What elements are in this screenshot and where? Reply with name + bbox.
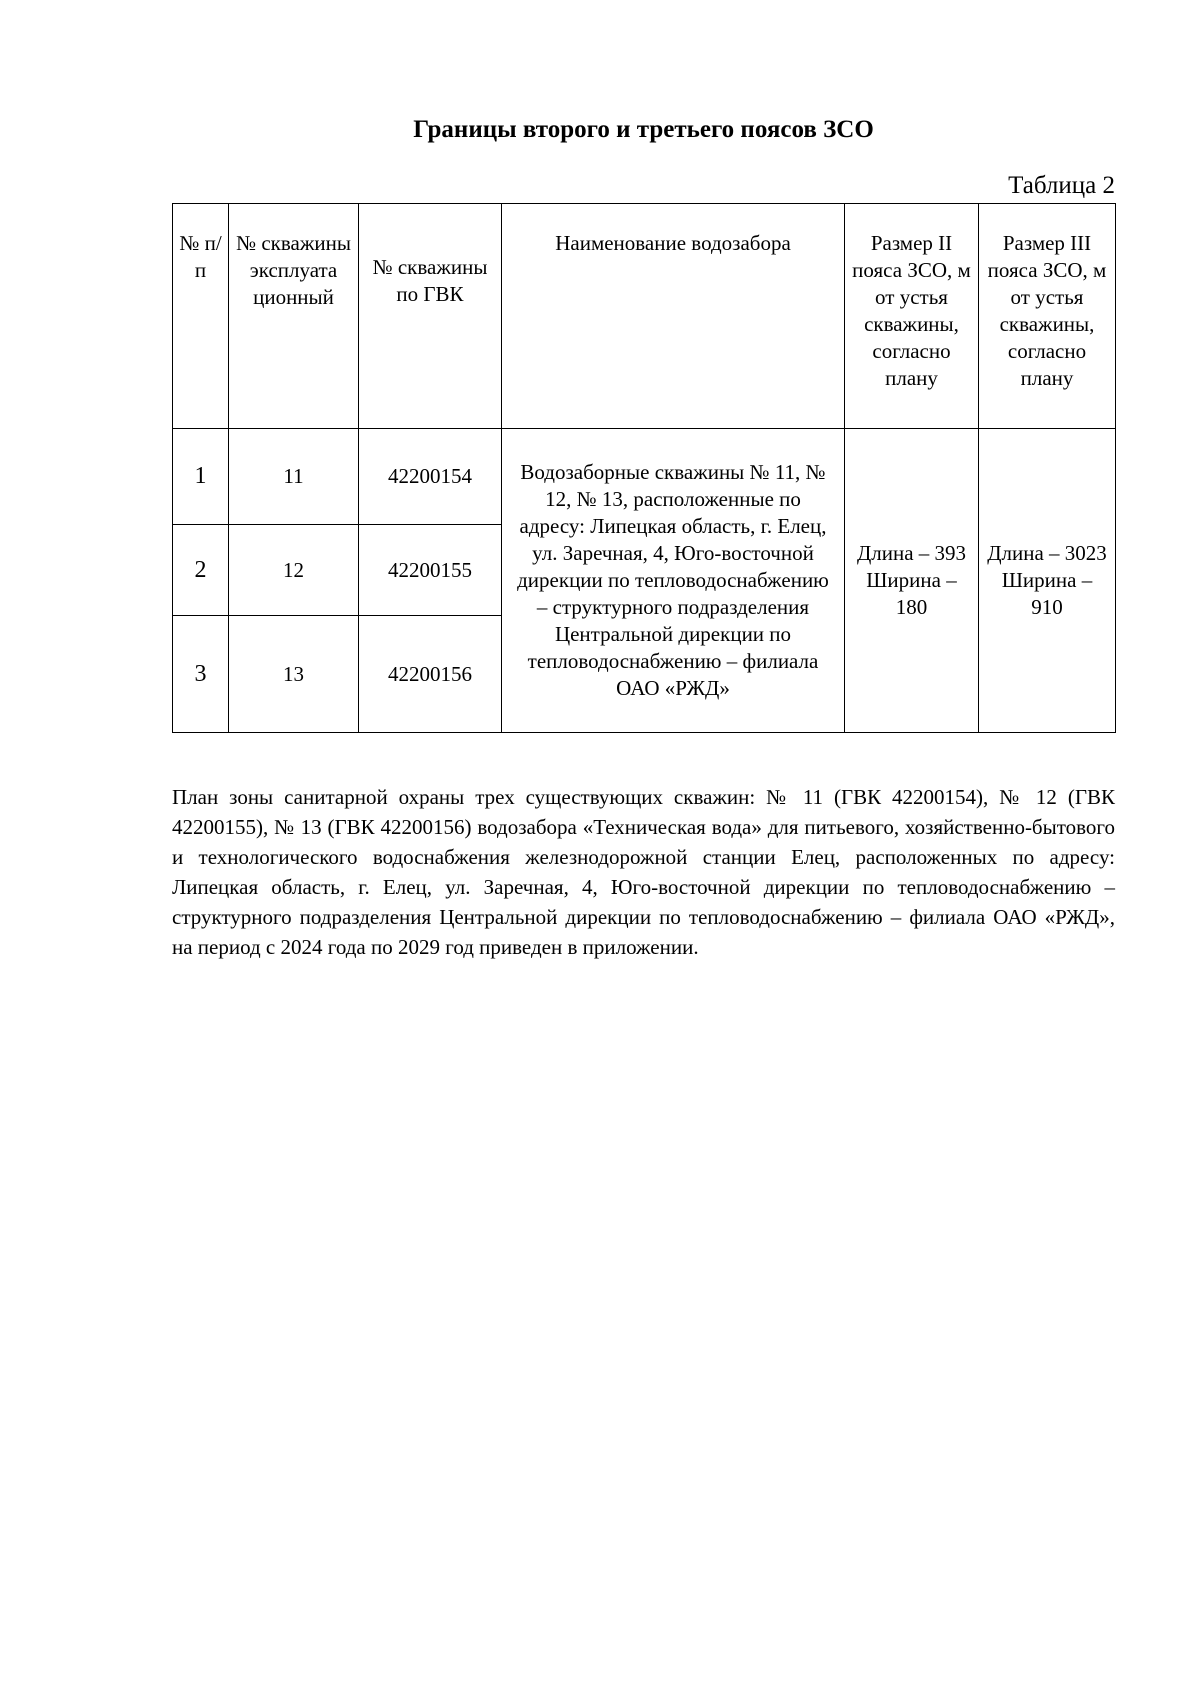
body-paragraph: План зоны санитарной охраны трех существующих скважин: № 11 (ГВК 42200154), № 12 (ГВК 42200155), № 13 (ГВК 42200156) водозабора «Техническая вода» для питьевого, хозяйственно-бытового и технологического водоснабжения железнодорожной станции Елец, расположенных по адресу: Липецкая область, г. Елец, ул. Заречная, 4, Юго-восточной дирекции по тепловодоснабжению – структурного подразделения Центральной дирекции по тепловодоснабжению – филиала ОАО «РЖД», на период с 2024 года по 2029 год приведен в приложении. [172, 785, 1115, 959]
table-label: Таблица 2 [1008, 172, 1115, 199]
cell-num: 1 [173, 429, 229, 525]
zso-table [172, 203, 1116, 733]
cell-well-gvk: 42200155 [359, 525, 502, 616]
header-num: № п/п [173, 204, 229, 429]
header-zone2: Размер II пояса ЗСО, м от устья скважины, согласно плану [845, 204, 979, 429]
cell-well-exp: 13 [229, 616, 359, 733]
cell-well-gvk: 42200156 [359, 616, 502, 733]
cell-zone2-size: Длина – 393 Ширина – 180 [845, 429, 979, 733]
cell-well-exp: 12 [229, 525, 359, 616]
header-zone3: Размер III пояса ЗСО, м от устья скважины, согласно плану [979, 204, 1116, 429]
cell-zone3-size: Длина – 3023 Ширина – 910 [979, 429, 1116, 733]
cell-well-exp: 11 [229, 429, 359, 525]
cell-num: 3 [173, 616, 229, 733]
header-well-gvk: № скважины по ГВК [359, 204, 502, 429]
document-title: Границы второго и третьего поясов ЗСО [413, 116, 874, 143]
cell-well-gvk: 42200154 [359, 429, 502, 525]
cell-num: 2 [173, 525, 229, 616]
table-header-row [173, 204, 1116, 429]
table-row [173, 429, 1116, 525]
header-well-exp: № скважины эксплуата ционный [229, 204, 359, 429]
header-intake-name: Наименование водозабора [502, 204, 845, 429]
cell-intake-name: Водозаборные скважины № 11, № 12, № 13, расположенные по адресу: Липецкая область, г. Елец, ул. Заречная, 4, Юго-восточной дирекции по тепловодоснабжению – структурного подразделения Центральной дирекции по тепловодоснабжению – филиала ОАО «РЖД» [502, 429, 845, 733]
